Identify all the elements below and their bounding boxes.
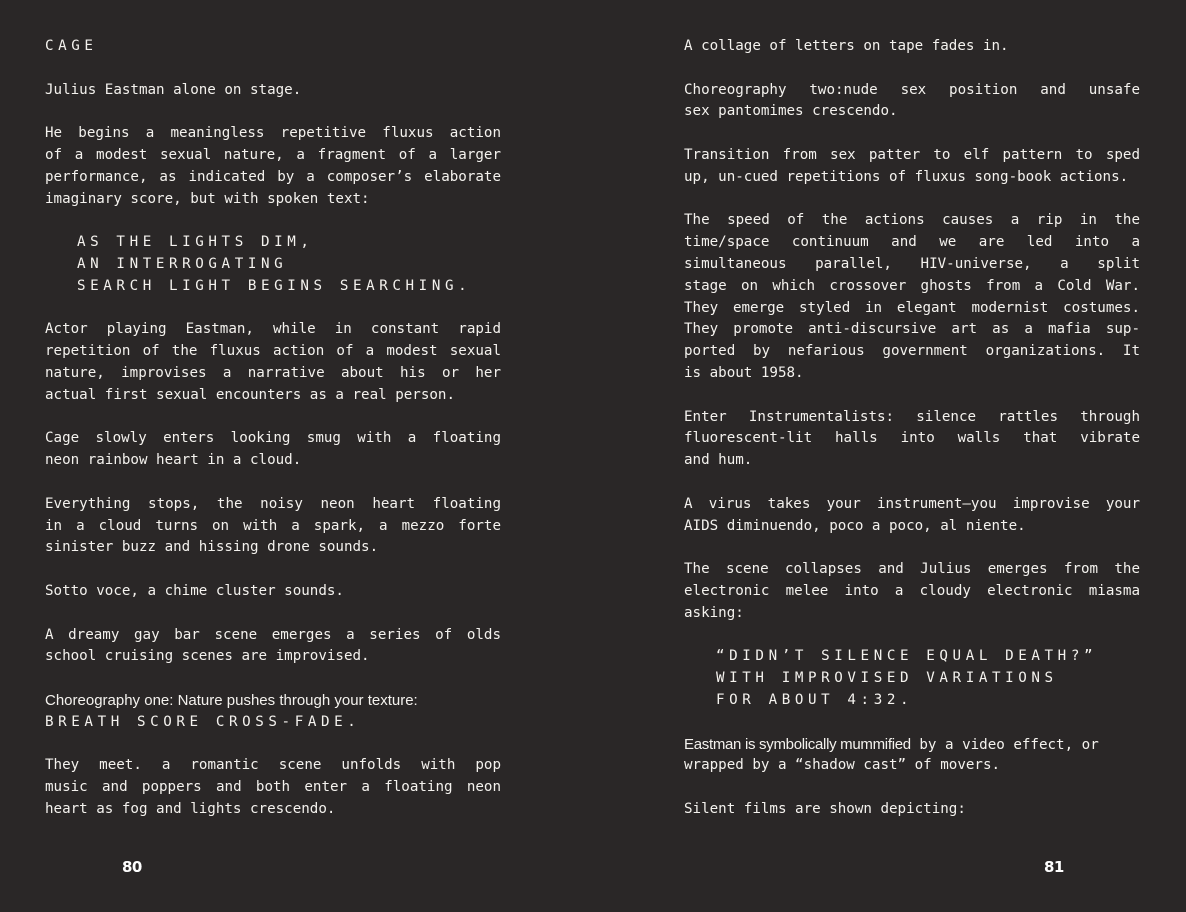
paragraph: Julius Eastman alone on stage. [45,81,302,98]
paragraph-line: time/space continuum and we are led into a [684,234,1140,251]
paragraph-line: sinister buzz and hissing drone sounds. [45,539,379,556]
paragraph-line: neon rainbow heart in a cloud. [45,452,302,469]
paragraph-line: repetition of the fluxus action of a modest sexual [45,343,501,360]
paragraph-line: performance, as indicated by a composer’s elaborate [45,168,501,185]
paragraph-line: Transition from sex patter to elf pattern to sped [684,146,1140,163]
paragraph: A collage of letters on tape fades in. [684,38,1009,54]
paragraph-line: A virus takes your instrument—you improvise your [684,495,1140,512]
paragraph-line: Everything stops, the noisy neon heart floating [45,495,501,512]
paragraph-line: Choreography one: Nature pushes through your texture: [45,691,418,709]
paragraph-line: They emerge styled in elegant modernist costumes. [684,299,1140,316]
paragraph: Sotto voce, a chime cluster sounds. [45,582,344,599]
paragraph-line: heart as fog and lights crescendo. [45,800,336,817]
paragraph-line: simultaneous parallel, HIV-universe, a split [684,255,1140,272]
paragraph-line: wrapped by a “shadow cast” of movers. [684,757,1001,774]
paragraph-line: actual first sexual encounters as a real person. [45,386,455,403]
quote-line: FOR ABOUT 4:32. [716,691,914,708]
quote-line: WITH IMPROVISED VARIATIONS [716,670,1058,687]
paragraph-line: imaginary score, but with spoken text: [45,190,370,207]
paragraph-line: Enter Instrumentalists: silence rattles through [684,408,1140,425]
paragraph-line: stage on which crossover ghosts from a Cold War. [684,277,1140,294]
paragraph-line: sex pantomimes crescendo. [684,103,898,120]
paragraph-line: BREATH SCORE CROSS-FADE. [45,713,361,730]
left-text-column [45,36,501,821]
paragraph-line: A dreamy gay bar scene emerges a series of olds [45,626,501,643]
quote-line: “DIDN’T SILENCE EQUAL DEATH?” [716,648,1098,665]
paragraph-line: The speed of the actions causes a rip in the [684,212,1140,229]
paragraph-line: He begins a meaningless repetitive fluxus action [45,125,501,142]
paragraph-line: and hum. [684,452,753,469]
paragraph-line: Cage slowly enters looking smug with a floating [45,430,501,447]
paragraph-line: music and poppers and both enter a floating neon [45,779,501,796]
paragraph-fragment: by a video effect, or [910,736,1099,753]
section-heading: CAGE [45,38,98,54]
page-number: 80 [122,858,142,876]
paragraph-line: asking: [684,604,744,621]
paragraph-line: in a cloud turns on with a spark, a mezzo forte [45,517,501,534]
paragraph-line: The scene collapses and Julius emerges from the [684,561,1140,578]
paragraph-fragment: Eastman is symbolically mummified [684,735,911,753]
paragraph-line [684,734,1140,756]
paragraph-line: electronic melee into a cloudy electronic miasma [684,582,1140,599]
paragraph-line: up, un-cued repetitions of fluxus song-book actions. [684,168,1129,185]
right-page [593,0,1186,912]
paragraph-line: They promote anti-discursive art as a mafia sup- [684,321,1140,338]
paragraph-line: fluorescent-lit halls into walls that vibrate [684,430,1140,447]
paragraph-line: nature, improvises a narrative about his or her [45,364,501,381]
paragraph-line: ported by nefarious government organizations. It [684,343,1140,360]
paragraph-line: is about 1958. [684,364,804,381]
right-text-column [684,36,1140,821]
paragraph-line: They meet. a romantic scene unfolds with pop [45,757,501,774]
quote-line: AN INTERROGATING [77,255,288,272]
quote-line: AS THE LIGHTS DIM, [77,234,314,251]
paragraph-line: Actor playing Eastman, while in constant rapid [45,321,501,338]
paragraph: Silent films are shown depicting: [684,800,966,817]
paragraph-line: Choreography two:nude sex position and unsafe [684,81,1140,98]
paragraph-line: school cruising scenes are improvised. [45,648,370,665]
quote-line: SEARCH LIGHT BEGINS SEARCHING. [77,277,472,294]
paragraph-line: of a modest sexual nature, a fragment of a larger [45,146,501,163]
paragraph-line: AIDS diminuendo, poco a poco, al niente. [684,517,1026,534]
page-number: 81 [1044,858,1064,876]
